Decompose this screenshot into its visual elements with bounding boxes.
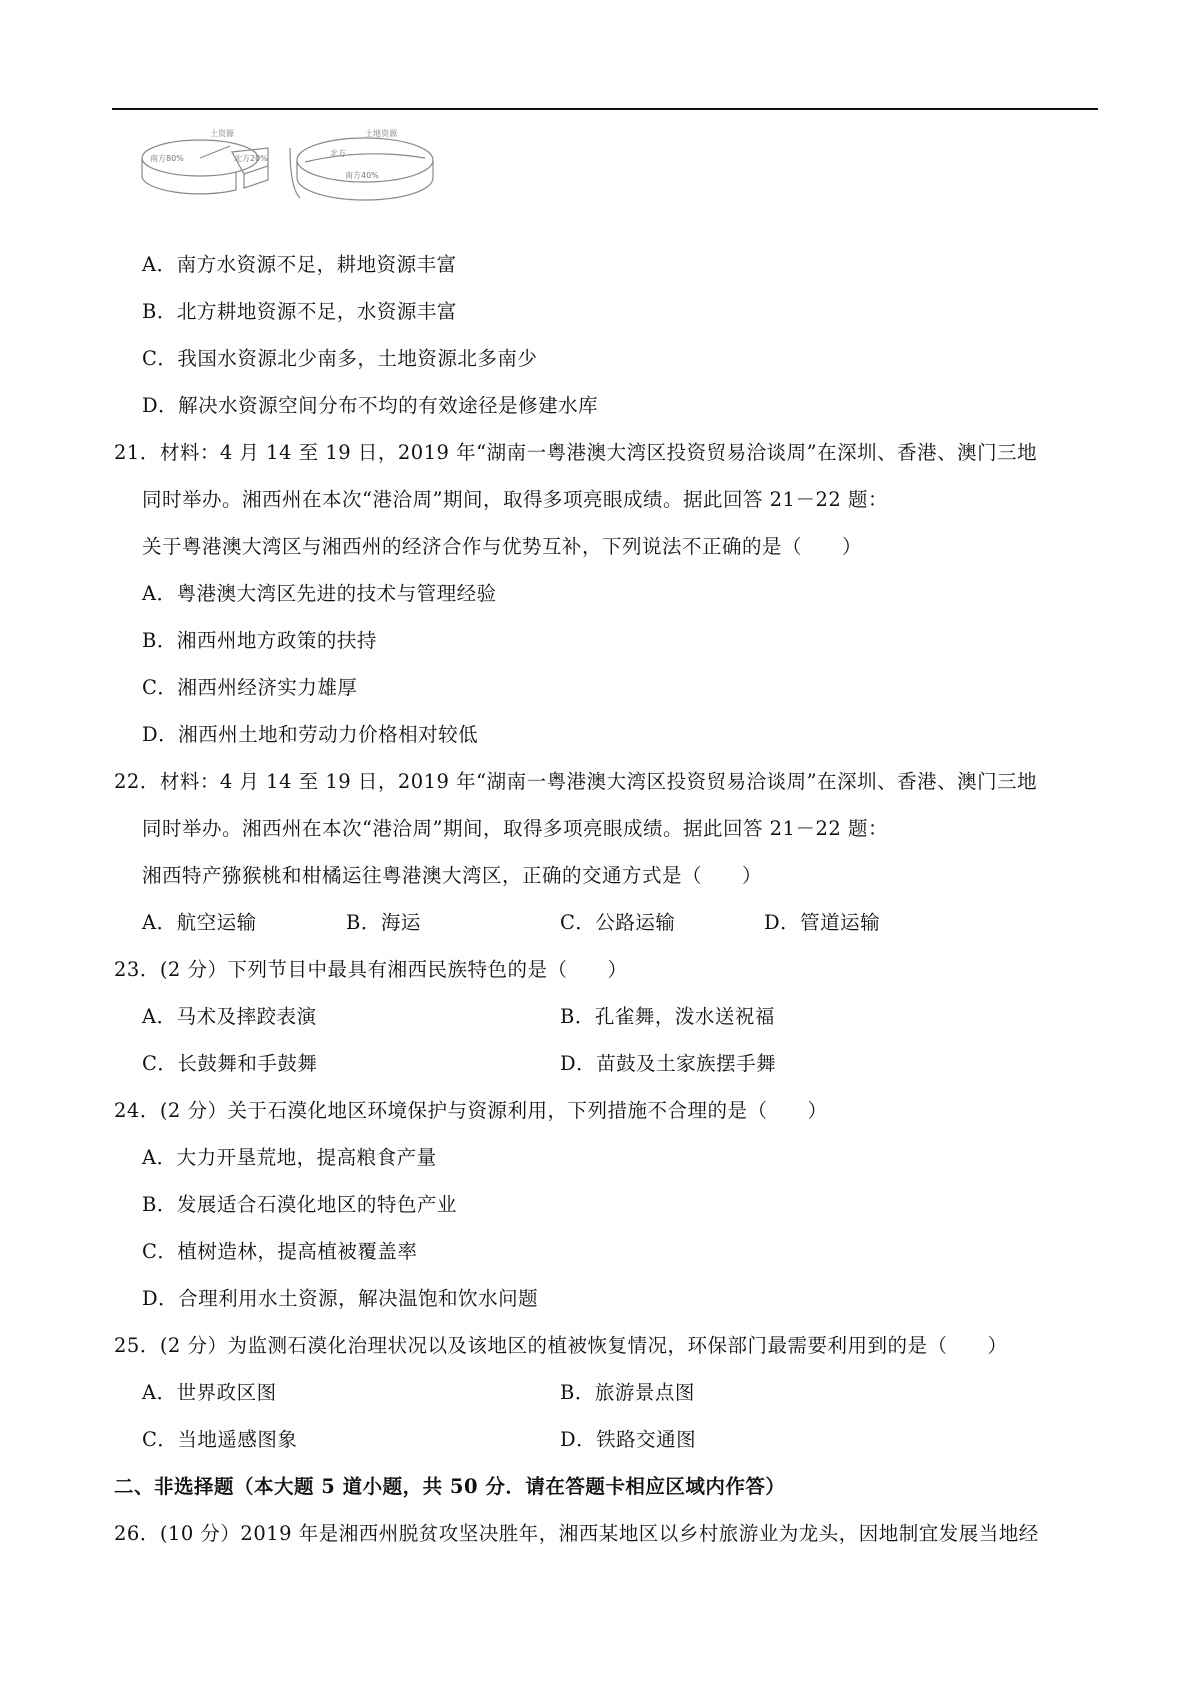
right-north-label: 北方 bbox=[330, 149, 346, 158]
q23-option-c: C．长鼓舞和手鼓舞 bbox=[142, 1052, 318, 1075]
q24-option-d: D．合理利用水土资源，解决温饱和饮水问题 bbox=[142, 1287, 539, 1310]
q21-option-a: A．粤港澳大湾区先进的技术与管理经验 bbox=[142, 582, 497, 605]
q21-material-line2: 同时举办。湘西州在本次“港洽周”期间，取得多项亮眼成绩。据此回答 21－22 题： bbox=[142, 488, 888, 511]
q23-option-d: D．苗鼓及土家族摆手舞 bbox=[560, 1052, 777, 1075]
q24-option-c: C．植树造林，提高植被覆盖率 bbox=[142, 1240, 418, 1263]
q24-option-b: B．发展适合石漠化地区的特色产业 bbox=[142, 1193, 457, 1216]
right-figure-title: 土地资源 bbox=[365, 129, 397, 138]
q22-option-a: A．航空运输 bbox=[142, 911, 257, 934]
q21-option-d: D．湘西州土地和劳动力价格相对较低 bbox=[142, 723, 479, 746]
q25-option-c: C．当地遥感图象 bbox=[142, 1428, 298, 1451]
q21-stem: 关于粤港澳大湾区与湘西州的经济合作与优势互补，下列说法不正确的是（ ） bbox=[142, 535, 863, 558]
left-south-label: 南方80% bbox=[150, 154, 184, 163]
q21-option-c: C．湘西州经济实力雄厚 bbox=[142, 676, 358, 699]
q21-material-line1: 21．材料：4 月 14 至 19 日，2019 年“湖南一粤港澳大湾区投资贸易洽谈周”在深圳、香港、澳门三地 bbox=[114, 441, 1038, 464]
q25-stem: 25．(2 分）为监测石漠化治理状况以及该地区的植被恢复情况，环保部门最需要利用到的是（ ） bbox=[114, 1334, 1008, 1357]
q22-stem: 湘西特产猕猴桃和柑橘运往粤港澳大湾区，正确的交通方式是（ ） bbox=[142, 864, 763, 887]
q22-material-line1: 22．材料：4 月 14 至 19 日，2019 年“湖南一粤港澳大湾区投资贸易洽谈周”在深圳、香港、澳门三地 bbox=[114, 770, 1038, 793]
q22-material-line2: 同时举办。湘西州在本次“港洽周”期间，取得多项亮眼成绩。据此回答 21－22 题： bbox=[142, 817, 888, 840]
q20-option-c: C．我国水资源北少南多，土地资源北多南少 bbox=[142, 347, 538, 370]
q21-option-b: B．湘西州地方政策的扶持 bbox=[142, 629, 377, 652]
resource-pie-figure bbox=[140, 128, 500, 218]
q24-stem: 24．(2 分）关于石漠化地区环境保护与资源利用，下列措施不合理的是（ ） bbox=[114, 1099, 828, 1122]
left-figure-title: 土资源 bbox=[210, 129, 234, 138]
q22-option-b: B．海运 bbox=[346, 911, 421, 934]
q23-option-b: B．孔雀舞，泼水送祝福 bbox=[560, 1005, 775, 1028]
q25-option-b: B．旅游景点图 bbox=[560, 1381, 695, 1404]
q25-option-d: D．铁路交通图 bbox=[560, 1428, 697, 1451]
left-north-label: 北方20% bbox=[234, 154, 268, 163]
q22-option-d: D．管道运输 bbox=[764, 911, 881, 934]
q26-line1: 26．(10 分）2019 年是湘西州脱贫攻坚决胜年，湘西某地区以乡村旅游业为龙头，因地制宜发展当地经 bbox=[114, 1522, 1039, 1545]
q24-option-a: A．大力开垦荒地，提高粮食产量 bbox=[142, 1146, 437, 1169]
q22-option-c: C．公路运输 bbox=[560, 911, 676, 934]
header-rule bbox=[112, 108, 1098, 110]
q20-option-a: A．南方水资源不足，耕地资源丰富 bbox=[142, 253, 457, 276]
q20-option-b: B．北方耕地资源不足，水资源丰富 bbox=[142, 300, 457, 323]
q23-stem: 23．(2 分）下列节目中最具有湘西民族特色的是（ ） bbox=[114, 958, 628, 981]
q20-option-d: D．解决水资源空间分布不均的有效途径是修建水库 bbox=[142, 394, 599, 417]
right-south-label: 南方40% bbox=[345, 171, 379, 180]
q23-option-a: A．马术及摔跤表演 bbox=[142, 1005, 317, 1028]
section2-heading: 二、非选择题（本大题 5 道小题，共 50 分．请在答题卡相应区域内作答） bbox=[114, 1475, 786, 1498]
q25-option-a: A．世界政区图 bbox=[142, 1381, 277, 1404]
